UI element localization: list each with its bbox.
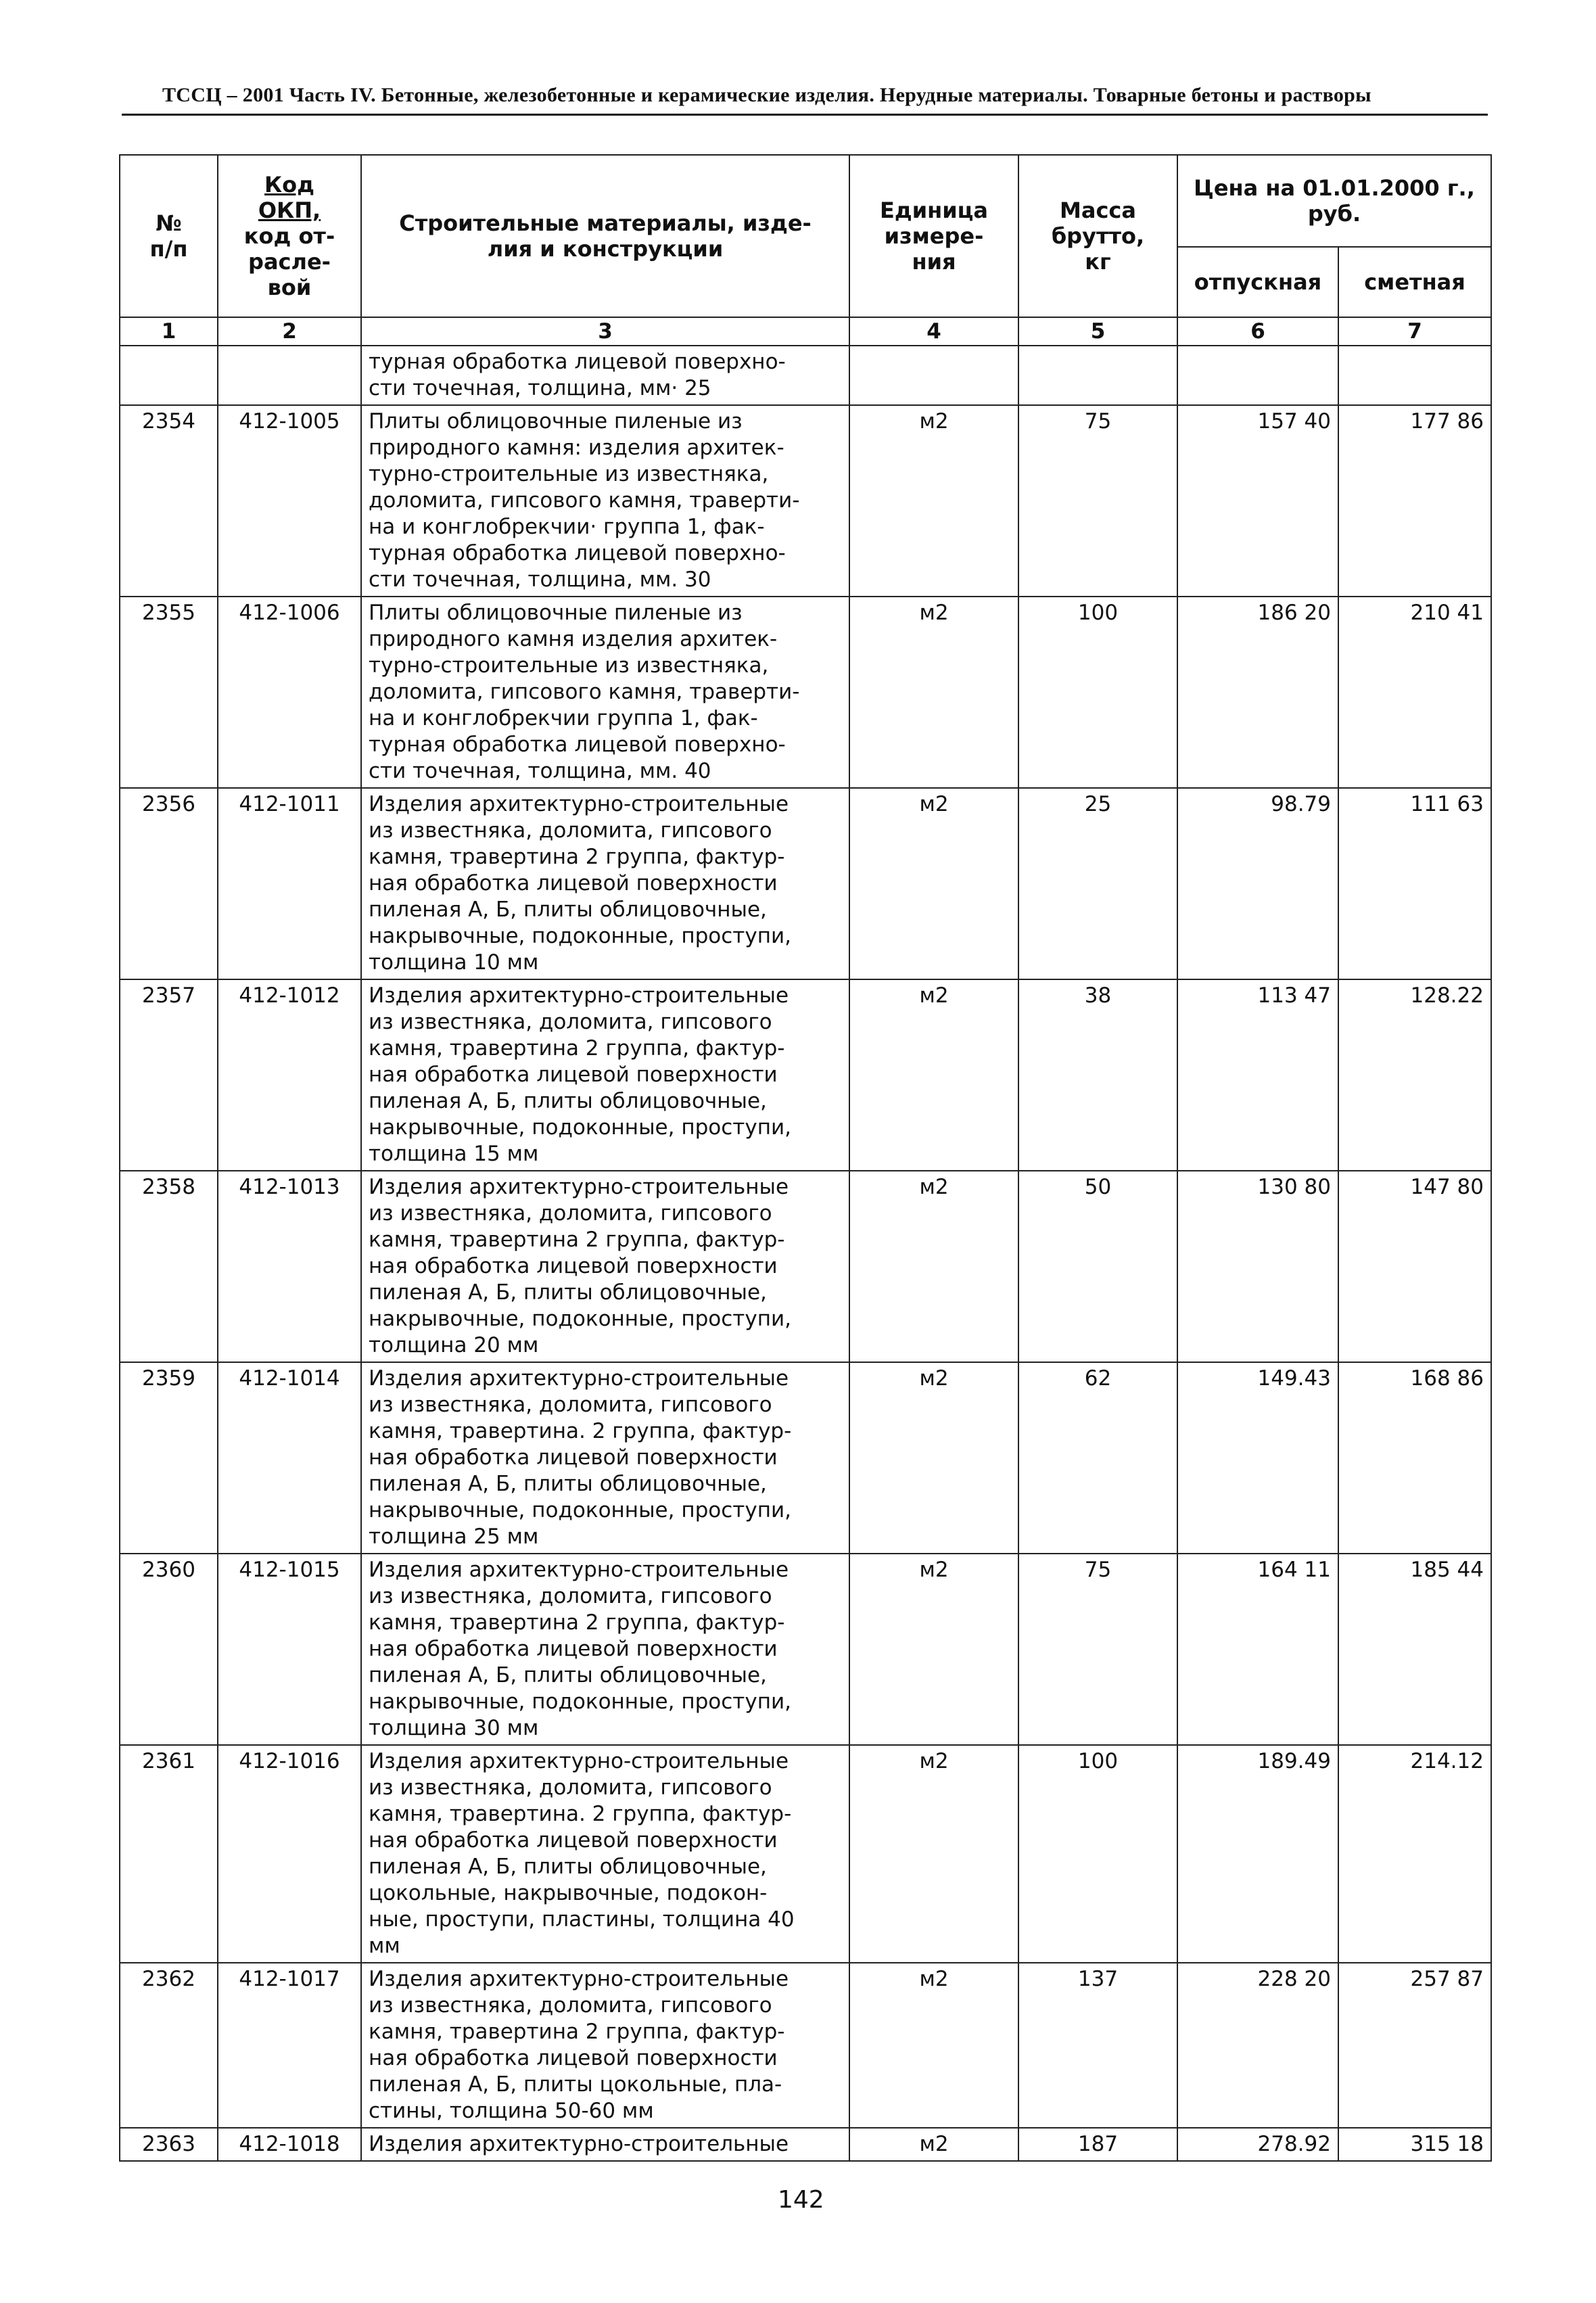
item-price-estimate: 315 18 <box>1338 2128 1491 2161</box>
item-name: Изделия архитектурно-строительные <box>361 2128 849 2161</box>
continuation-row <box>120 346 1491 405</box>
item-number: 2356 <box>120 788 218 979</box>
table-row <box>120 405 1491 597</box>
header-code-okp: ОКП, <box>258 197 321 223</box>
column-number: 6 <box>1177 317 1338 346</box>
item-name: Изделия архитектурно-строительные из известняка, доломита, гипсового камня, травертина 2 группа, фактур- ная обработка лицевой поверхности пиленая А, Б, плиты облицовочные, накрывочные, подоконные, проступи, толщина 15 мм <box>361 979 849 1171</box>
item-price-estimate: 177 86 <box>1338 405 1491 597</box>
item-code: 412-1014 <box>218 1362 361 1554</box>
continuation-text: турная обработка лицевой поверхно- сти точечная, толщина, мм· 25 <box>361 346 849 405</box>
item-name: Изделия архитектурно-строительные из известняка, доломита, гипсового камня, травертина 2 группа, фактур- ная обработка лицевой поверхности пиленая А, Б, плиты облицовочные, накрывочные, подоконные, проступи, толщина 20 мм <box>361 1171 849 1362</box>
price-table <box>119 154 1492 2162</box>
table-row <box>120 1171 1491 1362</box>
page-number: 142 <box>778 2186 824 2214</box>
header-price-group: Цена на 01.01.2000 г., руб. <box>1177 155 1491 247</box>
item-name: Изделия архитектурно-строительные из известняка, доломита, гипсового камня, травертина 2 группа, фактур- ная обработка лицевой поверхности пиленая А, Б, плиты облицовочные, накрывочные, подоконные, проступи, толщина 10 мм <box>361 788 849 979</box>
item-price-release: 164 11 <box>1177 1554 1338 1745</box>
header-price-release: отпускная <box>1177 247 1338 317</box>
header-code-industry: код от- расле- вой <box>243 223 335 300</box>
column-number: 5 <box>1018 317 1177 346</box>
item-name: Изделия архитектурно-строительные из известняка, доломита, гипсового камня, травертина. 2 группа, фактур- ная обработка лицевой поверхности пиленая А, Б, плиты облицовочные, накрывочные, подоконные, проступи, толщина 25 мм <box>361 1362 849 1554</box>
item-price-estimate: 168 86 <box>1338 1362 1491 1554</box>
column-number: 3 <box>361 317 849 346</box>
header-code <box>218 155 361 317</box>
item-unit: м2 <box>849 788 1018 979</box>
item-price-estimate: 111 63 <box>1338 788 1491 979</box>
item-price-release: 228 20 <box>1177 1963 1338 2128</box>
item-number: 2357 <box>120 979 218 1171</box>
column-number: 1 <box>120 317 218 346</box>
item-price-estimate: 214.12 <box>1338 1745 1491 1963</box>
item-mass: 100 <box>1018 1745 1177 1963</box>
item-code: 412-1006 <box>218 597 361 788</box>
item-number: 2362 <box>120 1963 218 2128</box>
item-price-release: 186 20 <box>1177 597 1338 788</box>
table-row <box>120 1963 1491 2128</box>
item-price-release: 149.43 <box>1177 1362 1338 1554</box>
item-code: 412-1013 <box>218 1171 361 1362</box>
table-row <box>120 788 1491 979</box>
item-name: Плиты облицовочные пиленые из природного камня изделия архитек- турно-строительные из известняка, доломита, гипсового камня, траверти- на и конглобрекчии группа 1, фак- турная обработка лицевой поверхно- сти точечная, толщина, мм. 40 <box>361 597 849 788</box>
item-unit: м2 <box>849 1963 1018 2128</box>
column-number: 2 <box>218 317 361 346</box>
item-name: Плиты облицовочные пиленые из природного камня: изделия архитек- турно-строительные из известняка, доломита, гипсового камня, траверти- на и конглобрекчии· группа 1, фак- турная обработка лицевой поверхно- сти точечная, толщина, мм. 30 <box>361 405 849 597</box>
item-price-release: 189.49 <box>1177 1745 1338 1963</box>
item-mass: 38 <box>1018 979 1177 1171</box>
column-number: 4 <box>849 317 1018 346</box>
item-number: 2354 <box>120 405 218 597</box>
item-code: 412-1015 <box>218 1554 361 1745</box>
header-unit: Единица измере- ния <box>849 155 1018 317</box>
item-mass: 187 <box>1018 2128 1177 2161</box>
table-row <box>120 1745 1491 1963</box>
item-number: 2360 <box>120 1554 218 1745</box>
column-number: 7 <box>1338 317 1491 346</box>
header-mass: Масса брутто, кг <box>1018 155 1177 317</box>
item-number: 2358 <box>120 1171 218 1362</box>
table-row <box>120 597 1491 788</box>
item-code: 412-1005 <box>218 405 361 597</box>
item-unit: м2 <box>849 1745 1018 1963</box>
item-unit: м2 <box>849 1554 1018 1745</box>
item-price-estimate: 210 41 <box>1338 597 1491 788</box>
item-mass: 137 <box>1018 1963 1177 2128</box>
table-row <box>120 1554 1491 1745</box>
item-mass: 50 <box>1018 1171 1177 1362</box>
item-code: 412-1012 <box>218 979 361 1171</box>
item-price-release: 98.79 <box>1177 788 1338 979</box>
item-price-estimate: 185 44 <box>1338 1554 1491 1745</box>
item-name: Изделия архитектурно-строительные из известняка, доломита, гипсового камня, травертина 2 группа, фактур- ная обработка лицевой поверхности пиленая А, Б, плиты цокольные, пла- стины, толщина 50-60 мм <box>361 1963 849 2128</box>
item-unit: м2 <box>849 1362 1018 1554</box>
table-body <box>120 405 1491 2161</box>
item-price-estimate: 128.22 <box>1338 979 1491 1171</box>
item-mass: 75 <box>1018 1554 1177 1745</box>
item-price-release: 157 40 <box>1177 405 1338 597</box>
header-name: Строительные материалы, изде- лия и конструкции <box>361 155 849 317</box>
item-price-estimate: 147 80 <box>1338 1171 1491 1362</box>
header-rule <box>122 114 1488 116</box>
item-mass: 25 <box>1018 788 1177 979</box>
running-header: ТССЦ – 2001 Часть IV. Бетонные, железобетонные и керамические изделия. Нерудные материалы. Товарные бетоны и растворы <box>162 84 1371 106</box>
item-unit: м2 <box>849 405 1018 597</box>
item-unit: м2 <box>849 979 1018 1171</box>
header-price-estimate: сметная <box>1338 247 1491 317</box>
item-unit: м2 <box>849 1171 1018 1362</box>
table-row <box>120 1362 1491 1554</box>
item-price-estimate: 257 87 <box>1338 1963 1491 2128</box>
header-code-title: Код <box>264 172 314 197</box>
item-price-release: 113 47 <box>1177 979 1338 1171</box>
item-name: Изделия архитектурно-строительные из известняка, доломита, гипсового камня, травертина. 2 группа, фактур- ная обработка лицевой поверхности пиленая А, Б, плиты облицовочные, цокольные, накрывочные, подокон- ные, проступи, пластины, толщина 40 мм <box>361 1745 849 1963</box>
item-price-release: 278.92 <box>1177 2128 1338 2161</box>
item-code: 412-1017 <box>218 1963 361 2128</box>
item-code: 412-1011 <box>218 788 361 979</box>
item-name: Изделия архитектурно-строительные из известняка, доломита, гипсового камня, травертина 2 группа, фактур- ная обработка лицевой поверхности пиленая А, Б, плиты облицовочные, накрывочные, подоконные, проступи, толщина 30 мм <box>361 1554 849 1745</box>
item-code: 412-1016 <box>218 1745 361 1963</box>
header-num: № п/п <box>120 155 218 317</box>
item-unit: м2 <box>849 597 1018 788</box>
item-number: 2355 <box>120 597 218 788</box>
table-row <box>120 979 1491 1171</box>
column-number-row <box>120 317 1491 346</box>
item-unit: м2 <box>849 2128 1018 2161</box>
item-mass: 75 <box>1018 405 1177 597</box>
table-row <box>120 2128 1491 2161</box>
item-price-release: 130 80 <box>1177 1171 1338 1362</box>
item-number: 2359 <box>120 1362 218 1554</box>
item-code: 412-1018 <box>218 2128 361 2161</box>
item-number: 2363 <box>120 2128 218 2161</box>
item-number: 2361 <box>120 1745 218 1963</box>
item-mass: 62 <box>1018 1362 1177 1554</box>
item-mass: 100 <box>1018 597 1177 788</box>
